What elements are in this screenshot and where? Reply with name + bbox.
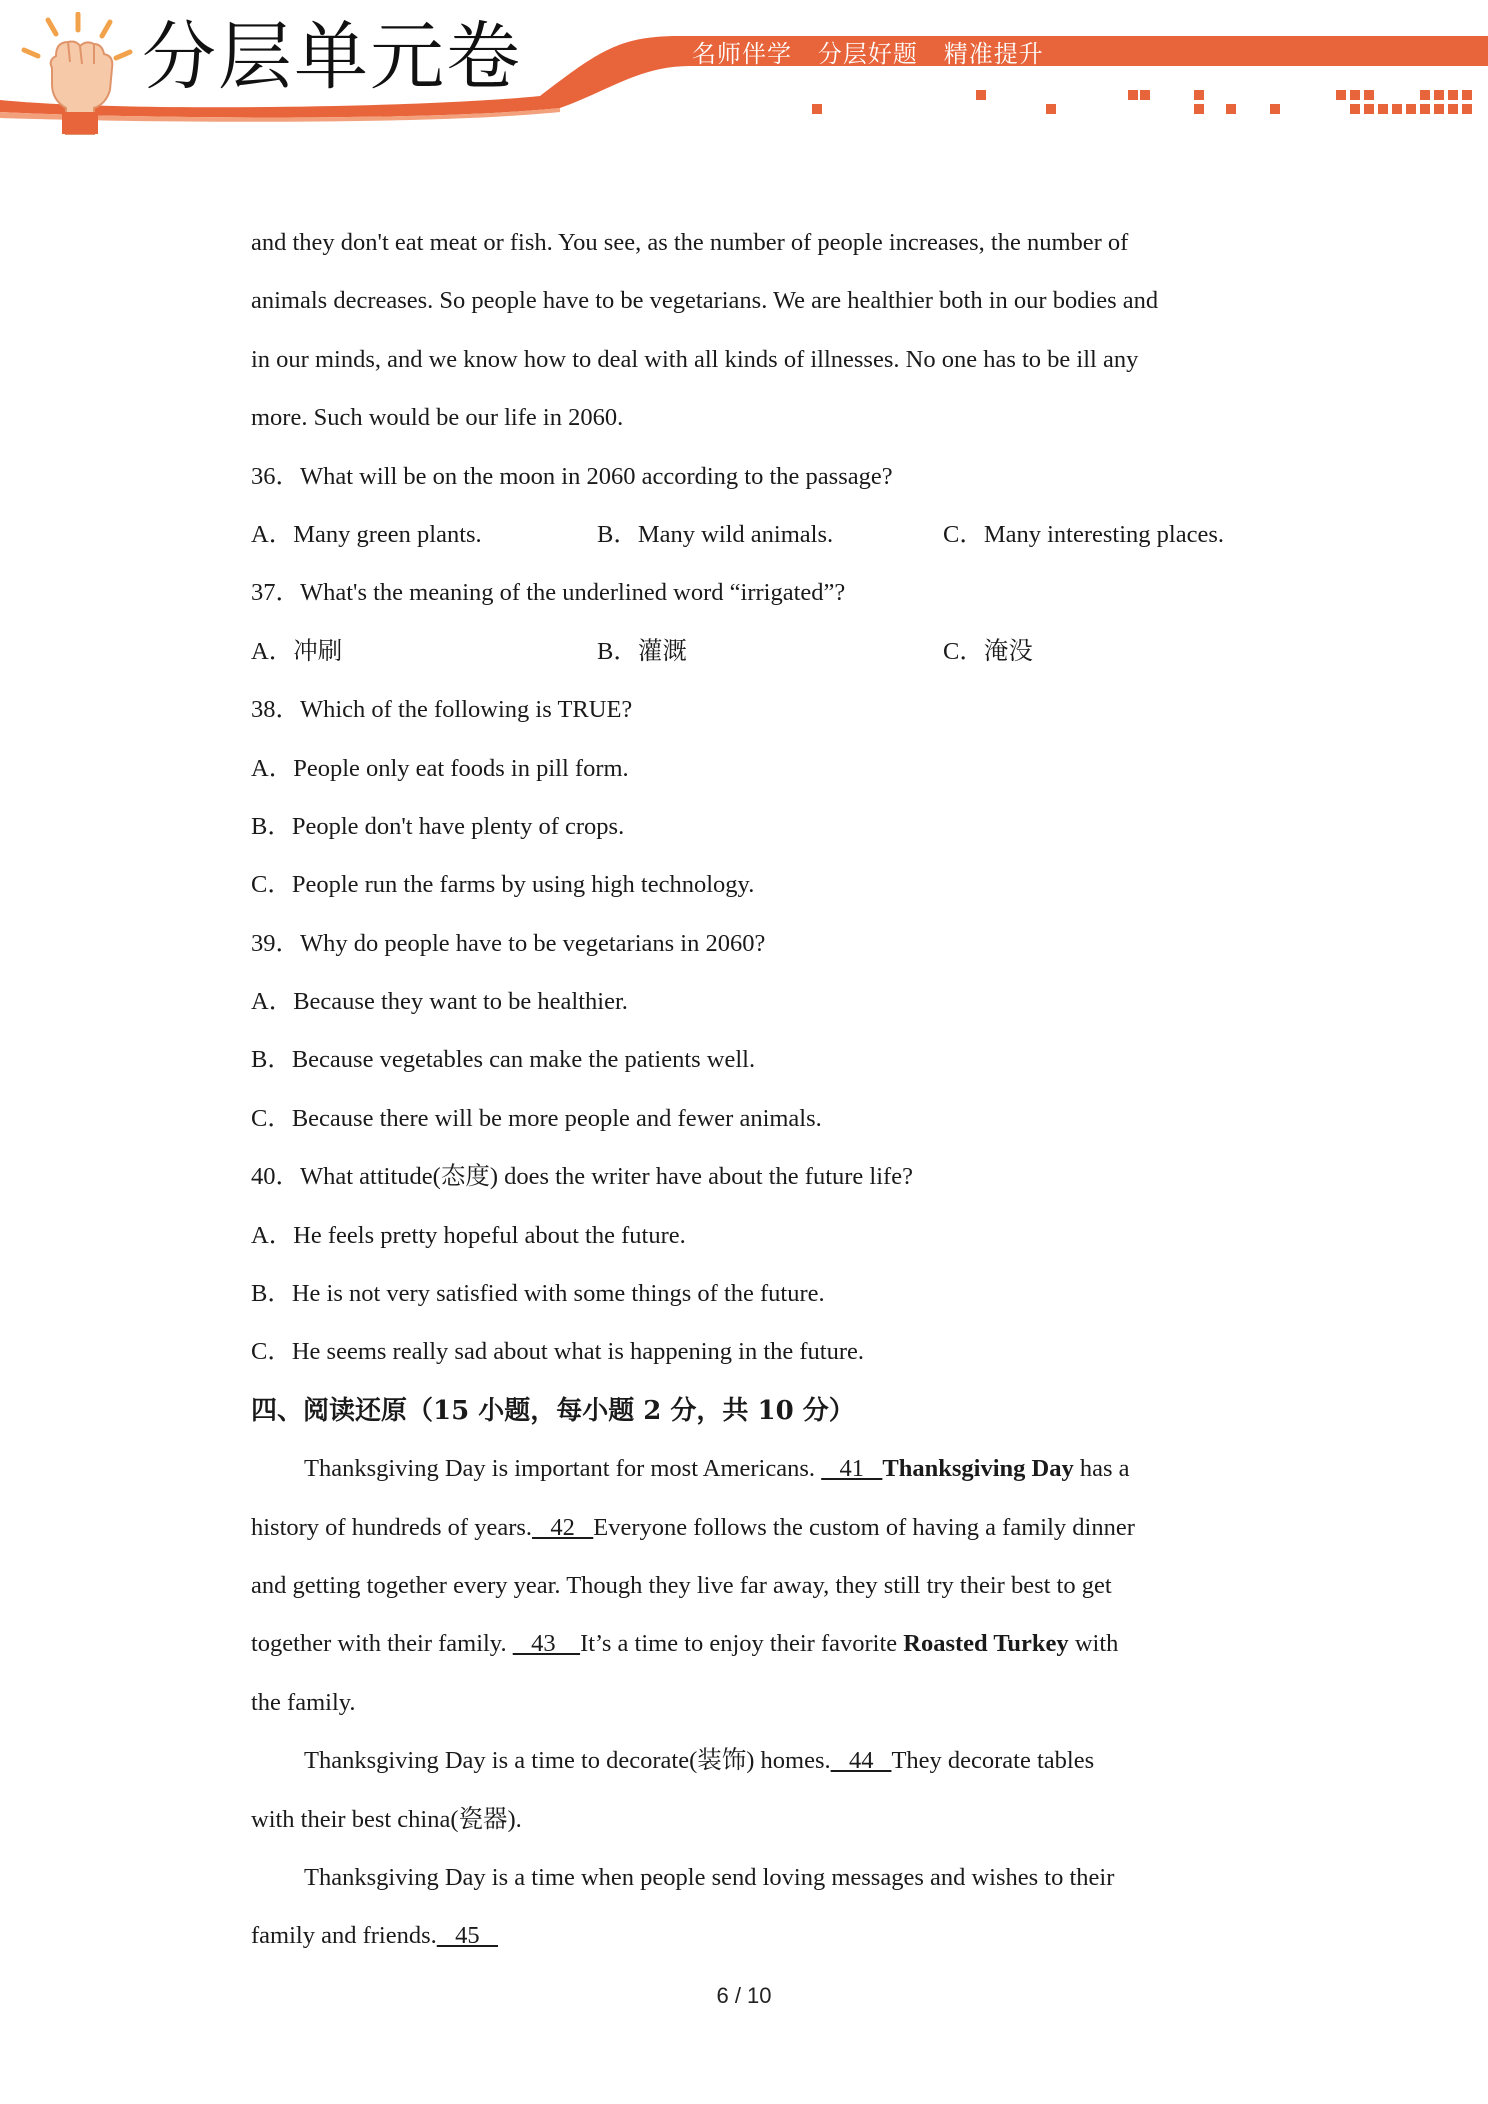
- bold-term: Roasted Turkey: [903, 1630, 1069, 1658]
- option-b: B．Because vegetables can make the patients well.: [251, 1046, 756, 1074]
- question-options-37: [251, 629, 1251, 687]
- text-run: They decorate tables: [891, 1747, 1095, 1775]
- paragraph-line: Thanksgiving Day is a time when people send loving messages and wishes to their: [304, 1863, 1115, 1891]
- header-slogan: 名师伴学 分层好题 精准提升: [692, 40, 1044, 68]
- text-run: together with their family.: [251, 1630, 513, 1658]
- section-heading: 四、阅读还原（15 小题，每小题 2 分，共 10 分）: [251, 1395, 855, 1426]
- option-a: A．Because they want to be healthier.: [251, 988, 628, 1016]
- paragraph-line: the family.: [251, 1688, 356, 1716]
- option-b: B．Many wild animals.: [597, 520, 834, 548]
- blank-42: 42: [532, 1513, 594, 1541]
- blank-45: 45: [436, 1922, 498, 1950]
- option-c: C．Because there will be more people and fewer animals.: [251, 1104, 822, 1132]
- paragraph-line: and getting together every year. Though they live far away, they still try their best to get: [251, 1571, 1112, 1599]
- passage-line: more. Such would be our life in 2060.: [251, 404, 624, 432]
- question-stem-36: 36．What will be on the moon in 2060 according to the passage?: [251, 462, 893, 490]
- page-number: 6 / 10: [716, 1983, 772, 2008]
- passage-line: and they don't eat meat or fish. You see, as the number of people increases, the number of: [251, 229, 1129, 256]
- option-c: C．People run the farms by using high technology.: [251, 871, 755, 899]
- blank-43: 43: [512, 1630, 581, 1658]
- option-c: C．Many interesting places.: [943, 520, 1225, 548]
- option-b: B．He is not very satisfied with some things of the future.: [251, 1280, 825, 1308]
- question-stem-40: 40．What attitude(态度) does the writer have about the future life?: [251, 1163, 913, 1191]
- paragraph-line: [251, 1913, 1251, 1971]
- blank-44: 44: [830, 1747, 892, 1775]
- blank-41: 41: [821, 1455, 883, 1483]
- option-a: A．Many green plants.: [251, 520, 482, 548]
- paragraph-line: [251, 1446, 1251, 1504]
- question-options-36: [251, 512, 1251, 570]
- question-stem-38: 38．Which of the following is TRUE?: [251, 696, 633, 724]
- text-run: has a: [1073, 1455, 1130, 1483]
- brand-title: 分层单元卷: [142, 14, 522, 100]
- exam-content: [251, 220, 1251, 1972]
- option-b: B．People don't have plenty of crops.: [251, 812, 625, 840]
- option-a: A．People only eat foods in pill form.: [251, 754, 629, 782]
- bold-term: Thanksgiving Day: [882, 1455, 1074, 1483]
- question-stem-39: 39．Why do people have to be vegetarians in 2060?: [251, 929, 766, 957]
- paragraph-line: [251, 1621, 1251, 1679]
- text-run: family and friends.: [251, 1922, 437, 1950]
- text-run: Thanksgiving Day is important for most Americans.: [304, 1455, 822, 1483]
- text-run: history of hundreds of years.: [251, 1513, 533, 1541]
- option-c: C．淹没: [943, 637, 1033, 665]
- question-stem-37: 37．What's the meaning of the underlined word “irrigated”?: [251, 579, 846, 607]
- raised-fist-icon: [18, 12, 138, 136]
- paragraph-line: with their best china(瓷器).: [251, 1805, 522, 1833]
- passage-line: in our minds, and we know how to deal with all kinds of illnesses. No one has to be ill any: [251, 345, 1139, 373]
- page-header: [0, 0, 1488, 140]
- option-a: A．冲刷: [251, 637, 343, 665]
- text-run: Everyone follows the custom of having a family dinner: [593, 1513, 1135, 1541]
- text-run: with: [1068, 1630, 1119, 1658]
- option-b: B．灌溉: [597, 637, 687, 665]
- option-a: A．He feels pretty hopeful about the future.: [251, 1221, 686, 1249]
- paragraph-line: [251, 1505, 1251, 1563]
- text-run: Thanksgiving Day is a time to decorate(装饰) homes.: [304, 1747, 831, 1775]
- text-run: It’s a time to enjoy their favorite: [580, 1630, 904, 1658]
- paragraph-line: [251, 1738, 1251, 1796]
- option-c: C．He seems really sad about what is happening in the future.: [251, 1338, 865, 1366]
- passage-line: animals decreases. So people have to be vegetarians. We are healthier both in our bodies and: [251, 287, 1159, 315]
